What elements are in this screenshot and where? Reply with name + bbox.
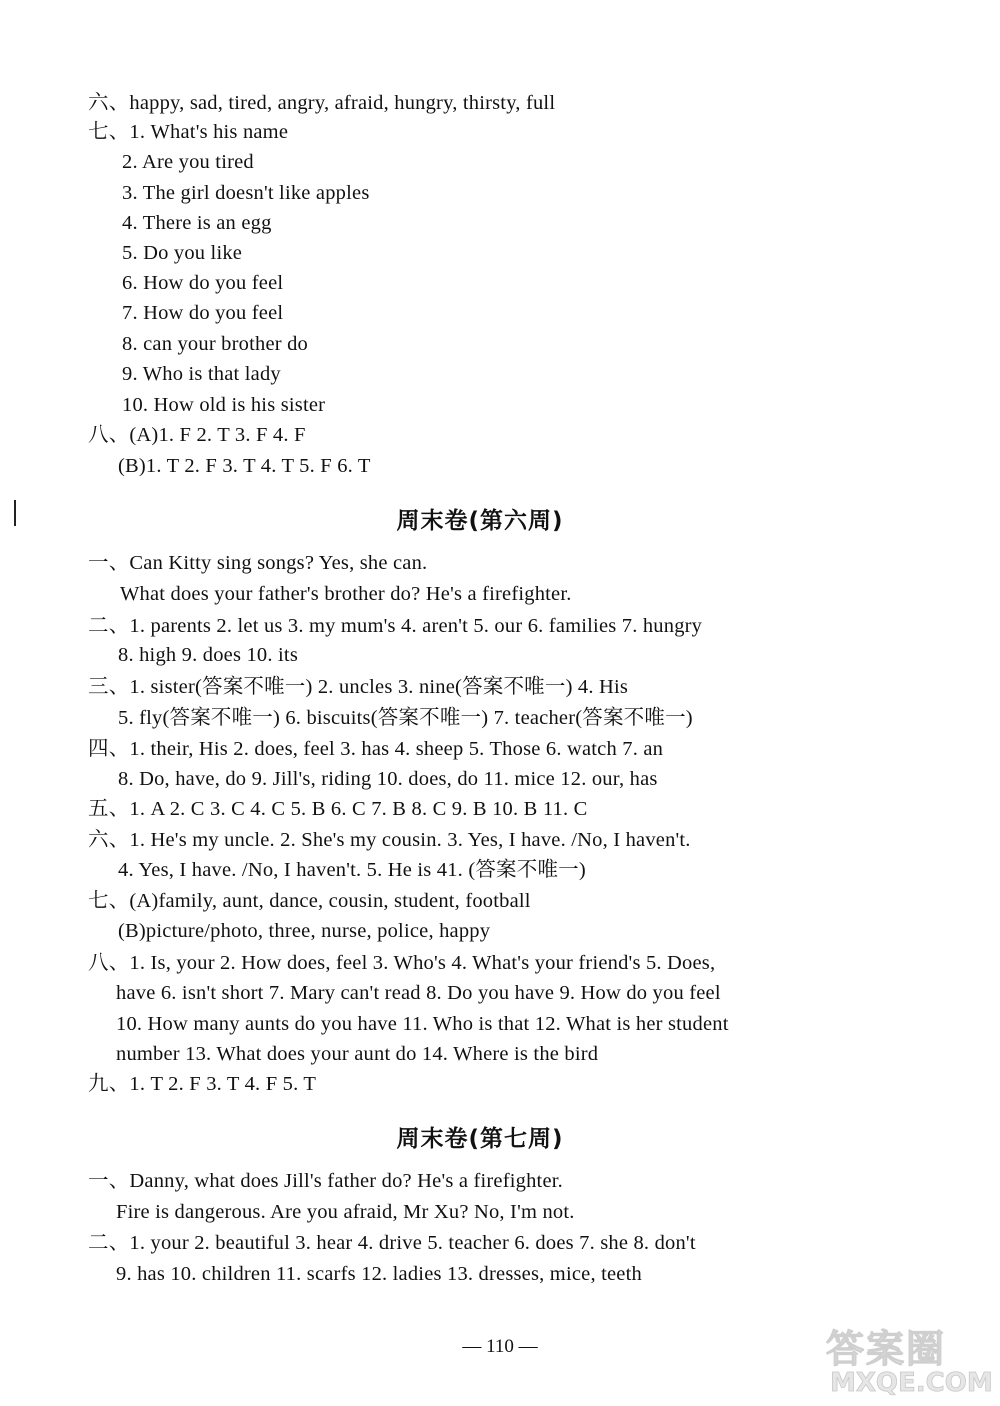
answer-line: 八、(A)1. F 2. T 3. F 4. F <box>88 424 306 446</box>
answer-line: 九、1. T 2. F 3. T 4. F 5. T <box>88 1073 317 1095</box>
answer-line: (B)1. T 2. F 3. T 4. T 5. F 6. T <box>118 455 371 477</box>
answer-line: have 6. isn't short 7. Mary can't read 8. Do you have 9. How do you feel <box>116 982 721 1004</box>
answer-line: 3. The girl doesn't like apples <box>122 182 370 204</box>
answer-line: 5. fly(答案不唯一) 6. biscuits(答案不唯一) 7. teacher(答案不唯一) <box>118 707 693 729</box>
answer-line: 六、1. He's my uncle. 2. She's my cousin. 3. Yes, I have. /No, I haven't. <box>88 829 691 851</box>
answer-line: 七、(A)family, aunt, dance, cousin, student, football <box>88 890 531 912</box>
section-title-week7: 周末卷(第七周) <box>396 1126 564 1152</box>
page-number: — 110 — <box>462 1336 538 1357</box>
answer-line: 10. How many aunts do you have 11. Who is that 12. What is her student <box>116 1013 729 1035</box>
answer-line: 一、Danny, what does Jill's father do? He's a firefighter. <box>88 1170 563 1192</box>
answer-line: 六、happy, sad, tired, angry, afraid, hungry, thirsty, full <box>88 92 556 114</box>
answer-line: 二、1. your 2. beautiful 3. hear 4. drive 5. teacher 6. does 7. she 8. don't <box>88 1232 696 1254</box>
answer-line: 9. has 10. children 11. scarfs 12. ladies 13. dresses, mice, teeth <box>116 1263 642 1285</box>
answer-line: 4. Yes, I have. /No, I haven't. 5. He is 41. (答案不唯一) <box>118 859 586 881</box>
answer-line: 8. high 9. does 10. its <box>118 644 298 666</box>
answer-line: What does your father's brother do? He's a firefighter. <box>120 583 572 605</box>
answer-line: 7. How do you feel <box>122 302 284 324</box>
answer-line: 8. Do, have, do 9. Jill's, riding 10. does, do 11. mice 12. our, has <box>118 768 658 790</box>
answer-line: Fire is dangerous. Are you afraid, Mr Xu? No, I'm not. <box>116 1201 575 1223</box>
watermark-url: MXQE.COM <box>830 1368 993 1398</box>
answer-line: 6. How do you feel <box>122 272 284 294</box>
section-title-week6: 周末卷(第六周) <box>396 508 564 534</box>
watermark-text: 答案圈 <box>826 1327 947 1371</box>
answer-line: 七、1. What's his name <box>88 121 289 143</box>
answer-line: 5. Do you like <box>122 242 243 264</box>
answer-line: 八、1. Is, your 2. How does, feel 3. Who's 4. What's your friend's 5. Does, <box>88 952 716 974</box>
answer-line: number 13. What does your aunt do 14. Where is the bird <box>116 1043 599 1065</box>
answer-line: 8. can your brother do <box>122 333 308 355</box>
watermark-logo <box>820 1318 992 1400</box>
answer-line: 一、Can Kitty sing songs? Yes, she can. <box>88 552 428 574</box>
answer-line: 五、1. A 2. C 3. C 4. C 5. B 6. C 7. B 8. C 9. B 10. B 11. C <box>88 798 588 820</box>
answer-line: 2. Are you tired <box>122 151 254 173</box>
answer-line: 4. There is an egg <box>122 212 272 234</box>
answer-line: 四、1. their, His 2. does, feel 3. has 4. sheep 5. Those 6. watch 7. an <box>88 738 664 760</box>
answer-line: 二、1. parents 2. let us 3. my mum's 4. aren't 5. our 6. families 7. hungry <box>88 615 703 637</box>
answer-line: 10. How old is his sister <box>122 394 326 416</box>
answer-line: 三、1. sister(答案不唯一) 2. uncles 3. nine(答案不唯一) 4. His <box>88 676 629 698</box>
answer-line: (B)picture/photo, three, nurse, police, happy <box>118 920 491 942</box>
answer-line: 9. Who is that lady <box>122 363 281 385</box>
